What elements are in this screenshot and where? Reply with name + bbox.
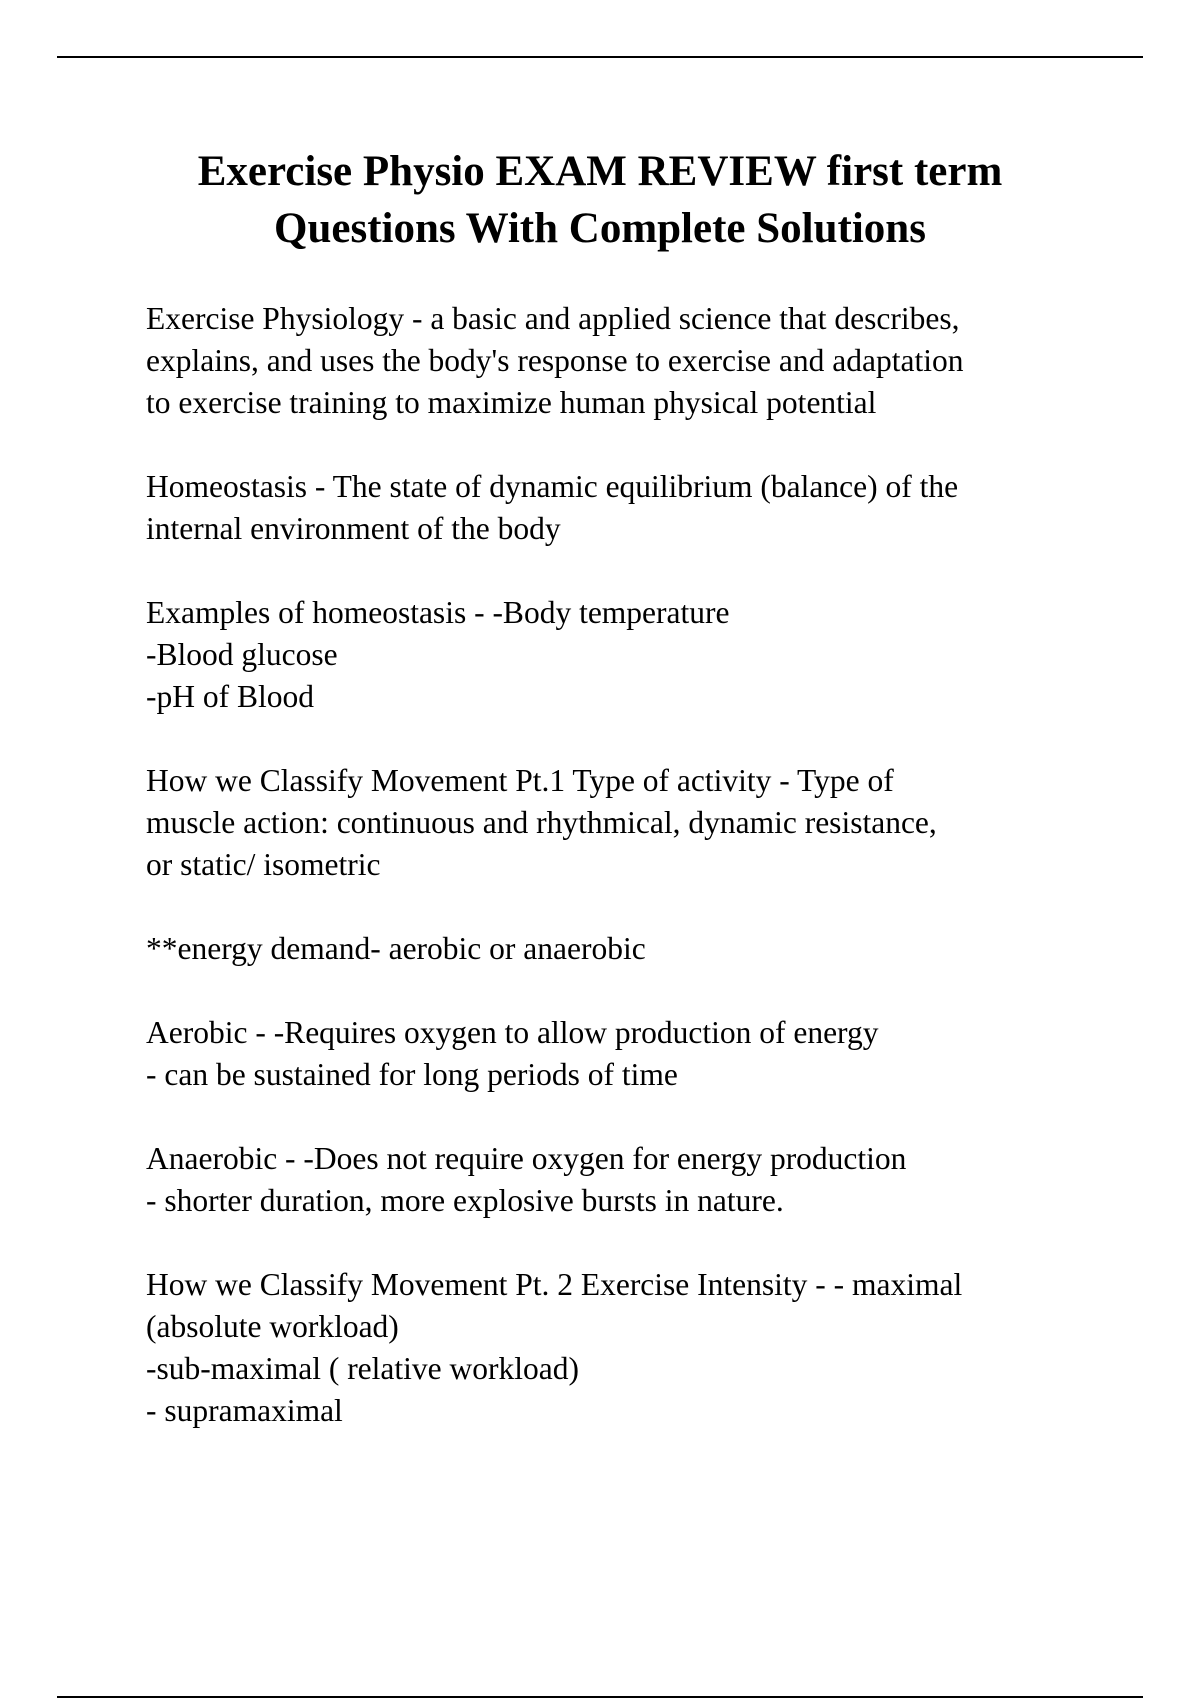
paragraph-homeostasis <box>146 466 1106 550</box>
top-rule <box>57 56 1143 58</box>
title-line: Questions With Complete Solutions <box>274 205 926 252</box>
page-title <box>120 143 1080 257</box>
text-line: muscle action: continuous and rhythmical, dynamic resistance, <box>146 805 937 840</box>
paragraph-energy-demand <box>146 928 1106 970</box>
text-line: or static/ isometric <box>146 847 381 882</box>
text-line: Anaerobic - -Does not require oxygen for energy production <box>146 1141 907 1176</box>
text-line: (absolute workload) <box>146 1309 399 1344</box>
paragraph-exercise-physiology <box>146 298 1106 424</box>
title-line: Exercise Physio EXAM REVIEW first term <box>197 148 1003 195</box>
text-line: to exercise training to maximize human physical potential <box>146 385 877 420</box>
text-line: Examples of homeostasis - -Body temperature <box>146 595 730 630</box>
paragraph-classify-movement-1 <box>146 760 1106 886</box>
paragraph-anaerobic <box>146 1138 1106 1222</box>
bottom-rule <box>57 1696 1143 1698</box>
text-line: - supramaximal <box>146 1393 343 1428</box>
text-line: Aerobic - -Requires oxygen to allow production of energy <box>146 1015 879 1050</box>
text-line: - shorter duration, more explosive bursts in nature. <box>146 1183 784 1218</box>
paragraph-homeostasis-examples <box>146 592 1106 718</box>
paragraph-aerobic <box>146 1012 1106 1096</box>
text-line: Homeostasis - The state of dynamic equilibrium (balance) of the <box>146 469 959 504</box>
text-line: **energy demand- aerobic or anaerobic <box>146 931 646 966</box>
text-line: How we Classify Movement Pt. 2 Exercise Intensity - - maximal <box>146 1267 963 1302</box>
text-line: -Blood glucose <box>146 637 338 672</box>
text-line: How we Classify Movement Pt.1 Type of activity - Type of <box>146 763 894 798</box>
text-line: - can be sustained for long periods of time <box>146 1057 678 1092</box>
text-line: -pH of Blood <box>146 679 314 714</box>
document-body <box>146 298 1106 1474</box>
text-line: explains, and uses the body's response to exercise and adaptation <box>146 343 964 378</box>
text-line: internal environment of the body <box>146 511 561 546</box>
text-line: -sub-maximal ( relative workload) <box>146 1351 579 1386</box>
paragraph-classify-movement-2 <box>146 1264 1106 1432</box>
text-line: Exercise Physiology - a basic and applied science that describes, <box>146 301 960 336</box>
